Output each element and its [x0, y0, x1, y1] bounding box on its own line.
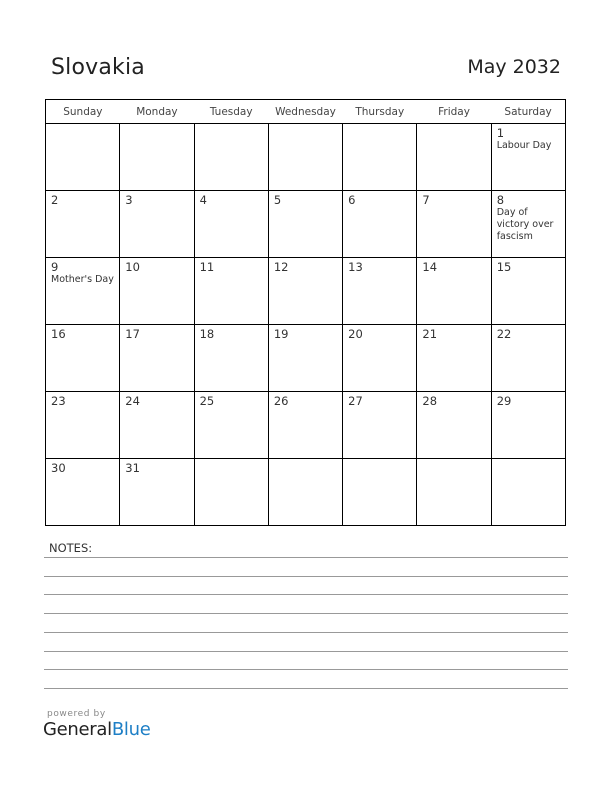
week-row [46, 191, 566, 258]
notes-line [44, 669, 568, 670]
day-number: 4 [199, 193, 207, 207]
day-number: 22 [496, 327, 512, 341]
day-cell [417, 124, 491, 191]
day-number: 21 [422, 327, 438, 341]
weekday-saturday: Saturday [491, 100, 565, 124]
brand-logo [43, 719, 150, 740]
day-cell [46, 258, 120, 325]
day-number: 5 [273, 193, 282, 207]
day-cell [343, 392, 417, 459]
day-cell [491, 124, 565, 191]
brand-general: General [43, 719, 112, 740]
day-number: 28 [422, 394, 438, 408]
day-number: 7 [422, 193, 430, 207]
day-cell [120, 392, 194, 459]
brand-blue: Blue [111, 719, 151, 740]
day-cell [46, 191, 120, 258]
powered-by-label: powered by [47, 709, 106, 719]
day-number: 13 [348, 260, 363, 274]
week-row [46, 392, 566, 459]
country-title: Slovakia [51, 55, 145, 80]
day-cell [343, 459, 417, 526]
day-number: 25 [199, 394, 215, 408]
day-cell [120, 459, 194, 526]
week-row [46, 325, 566, 392]
day-cell [46, 459, 120, 526]
day-number: 27 [348, 394, 363, 408]
day-number: 19 [273, 327, 289, 341]
day-cell [268, 258, 342, 325]
day-cell [491, 459, 565, 526]
day-number: 23 [51, 394, 66, 408]
notes-line [44, 557, 568, 558]
day-cell [120, 124, 194, 191]
day-cell [417, 459, 491, 526]
month-year-title: May 2032 [467, 56, 561, 78]
day-number: 11 [199, 260, 215, 274]
day-number: 24 [125, 394, 140, 408]
day-number: 8 [496, 193, 505, 207]
week-row [46, 258, 566, 325]
holiday-label: Mother's Day [51, 274, 114, 285]
day-cell [268, 325, 342, 392]
day-cell [343, 325, 417, 392]
day-number: 2 [51, 193, 59, 207]
day-cell [268, 124, 342, 191]
weekday-thursday: Thursday [343, 100, 417, 124]
day-cell [268, 459, 342, 526]
day-cell [417, 191, 491, 258]
day-number: 17 [125, 327, 140, 341]
day-cell [417, 392, 491, 459]
notes-line [44, 576, 568, 577]
day-cell [194, 325, 268, 392]
day-cell [268, 392, 342, 459]
day-cell [268, 191, 342, 258]
day-cell [417, 325, 491, 392]
day-cell [120, 191, 194, 258]
day-number: 10 [125, 260, 140, 274]
notes-line [44, 688, 568, 689]
day-number: 16 [51, 327, 66, 341]
day-cell [194, 191, 268, 258]
holiday-label: Labour Day [496, 140, 552, 151]
day-cell [46, 124, 120, 191]
day-cell [491, 392, 565, 459]
day-cell [417, 258, 491, 325]
day-number: 30 [51, 461, 66, 475]
day-number: 9 [51, 260, 59, 274]
day-cell [343, 258, 417, 325]
weekday-header-row [46, 100, 566, 124]
weekday-friday: Friday [417, 100, 491, 124]
notes-line [44, 651, 568, 652]
day-cell [194, 124, 268, 191]
day-number: 26 [273, 394, 289, 408]
day-number: 3 [125, 193, 133, 207]
day-cell [194, 392, 268, 459]
calendar-grid [45, 99, 566, 526]
day-cell [120, 258, 194, 325]
day-cell [491, 191, 565, 258]
holiday-label: Day of victory over fascism [496, 207, 554, 242]
day-number: 12 [273, 260, 289, 274]
week-row [46, 124, 566, 191]
week-row [46, 459, 566, 526]
day-cell [491, 258, 565, 325]
day-cell [491, 325, 565, 392]
day-number: 6 [348, 193, 356, 207]
notes-line [44, 632, 568, 633]
weekday-tuesday: Tuesday [194, 100, 268, 124]
day-number: 14 [422, 260, 438, 274]
day-number: 20 [348, 327, 363, 341]
notes-line [44, 613, 568, 614]
day-number: 15 [496, 260, 512, 274]
day-cell [194, 459, 268, 526]
weekday-sunday: Sunday [46, 100, 120, 124]
weekday-wednesday: Wednesday [268, 100, 342, 124]
weekday-monday: Monday [120, 100, 194, 124]
day-number: 18 [199, 327, 215, 341]
day-number: 1 [496, 126, 505, 140]
notes-label: NOTES: [49, 541, 93, 555]
day-cell [194, 258, 268, 325]
day-cell [46, 392, 120, 459]
notes-line [44, 594, 568, 595]
day-cell [343, 124, 417, 191]
day-cell [343, 191, 417, 258]
day-number: 29 [496, 394, 512, 408]
day-cell [120, 325, 194, 392]
day-cell [46, 325, 120, 392]
day-number: 31 [125, 461, 140, 475]
